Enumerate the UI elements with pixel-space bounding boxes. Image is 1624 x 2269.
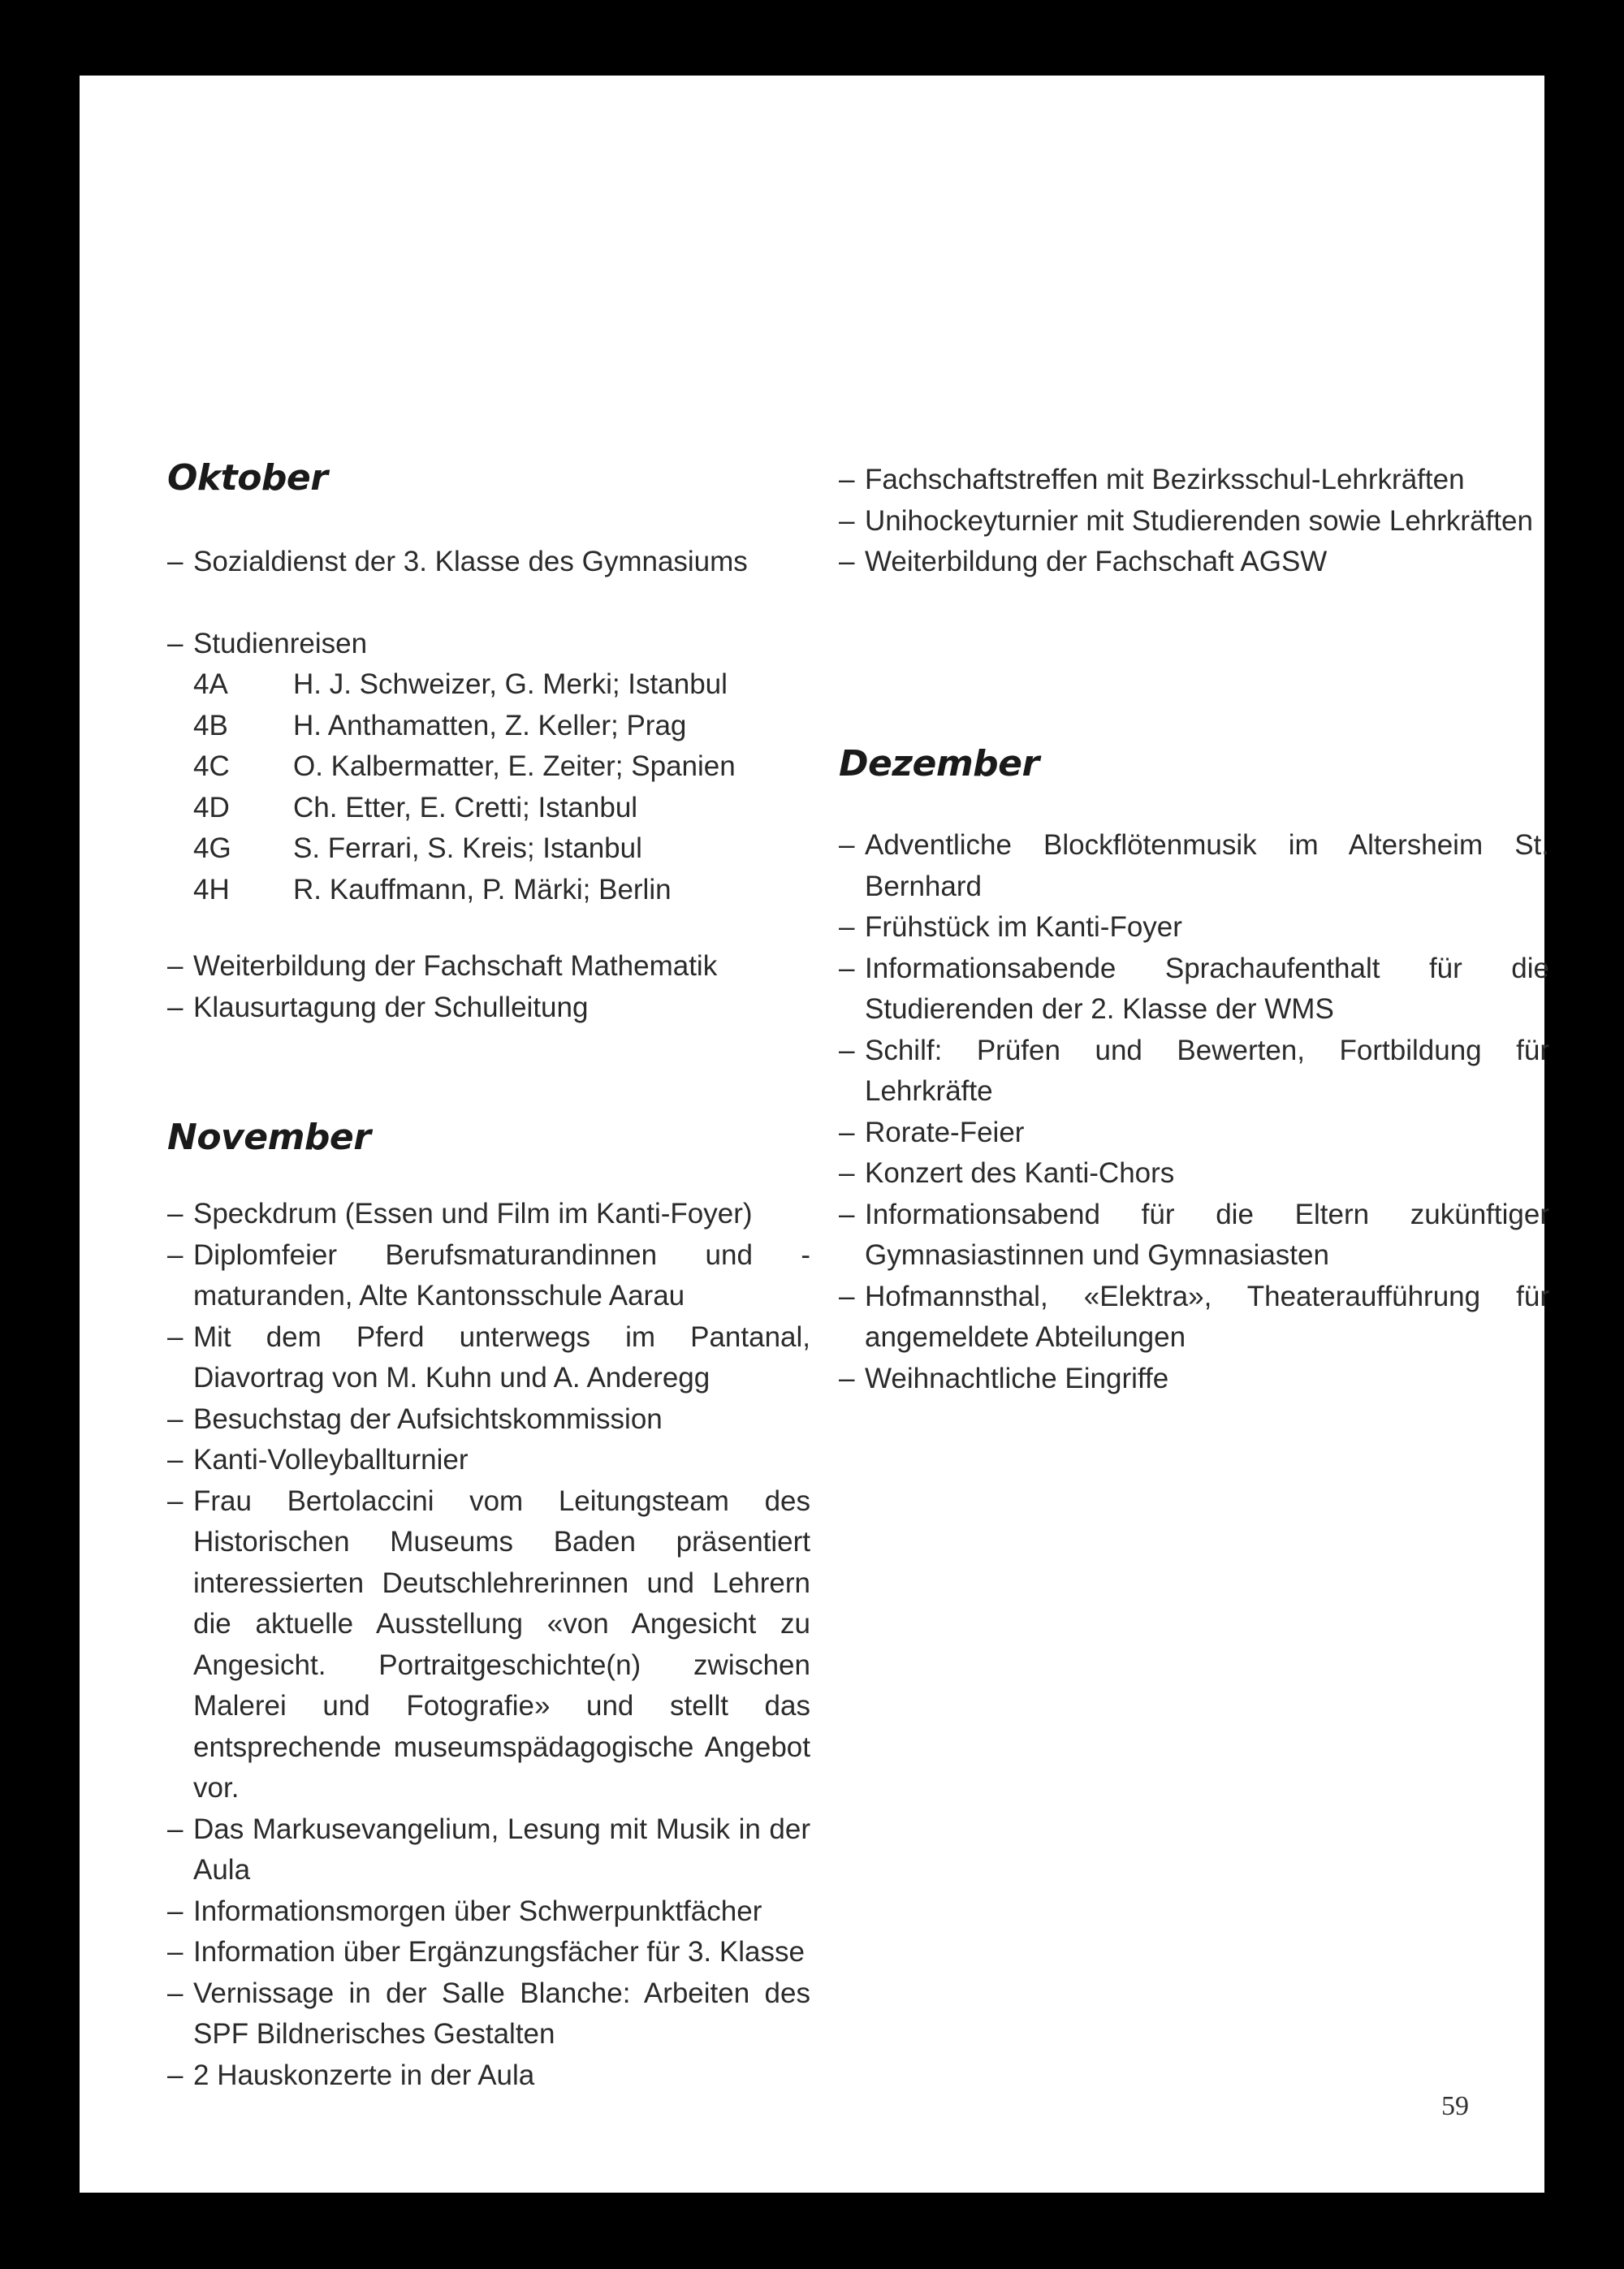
list-item: – Frühstück im Kanti-Foyer: [839, 911, 1182, 943]
list-item: – Informationsabende Sprachaufenthalt für die Studierenden der 2. Klasse der WMS: [839, 952, 1549, 1025]
page-number: 59: [1441, 2091, 1469, 2121]
list-item: – Weiterbildung der Fachschaft Mathematik: [167, 950, 718, 982]
table-row: 4C O. Kalbermatter, E. Zeiter; Spanien: [193, 750, 736, 782]
list-item: – Diplomfeier Berufsmaturandinnen und -maturanden, Alte Kantonsschule Aarau: [167, 1238, 810, 1312]
studienreisen-table: [167, 664, 810, 910]
dezember-list: [839, 825, 1549, 1399]
table-row: 4H R. Kauffmann, P. Märki; Berlin: [193, 873, 672, 905]
table-row: 4D Ch. Etter, E. Cretti; Istanbul: [193, 791, 638, 823]
list-item: – Weihnachtliche Eingriffe: [839, 1362, 1169, 1394]
oktober-list: [167, 542, 810, 583]
list-item: – Adventliche Blockflötenmusik im Altersheim St. Bernhard: [839, 829, 1549, 902]
list-item: – Mit dem Pferd unterwegs im Pantanal, Diavortrag von M. Kuhn und A. Anderegg: [167, 1320, 810, 1394]
studienreisen-list: [167, 624, 810, 665]
list-item: – Klausurtagung der Schulleitung: [167, 991, 589, 1023]
table-row: 4G S. Ferrari, S. Kreis; Istanbul: [193, 832, 642, 864]
list-item: – Weiterbildung der Fachschaft AGSW: [839, 546, 1328, 577]
list-item: – Studienreisen: [167, 628, 368, 659]
heading-dezember: Dezember: [839, 743, 1039, 784]
document-page: [80, 76, 1549, 2193]
table-row: 4A H. J. Schweizer, G. Merki; Istanbul: [193, 668, 728, 700]
list-item: – Rorate-Feier: [839, 1116, 1025, 1148]
heading-oktober: Oktober: [167, 457, 328, 499]
november-list: [167, 1194, 810, 2096]
list-item: – Vernissage in der Salle Blanche: Arbeiten des SPF Bildnerisches Gestalten: [167, 1977, 810, 2050]
heading-november: November: [167, 1117, 371, 1158]
list-item: – Schilf: Prüfen und Bewerten, Fortbildung für Lehrkräfte: [839, 1034, 1549, 1107]
list-item: – Speckdrum (Essen und Film im Kanti-Foyer): [167, 1198, 753, 1230]
list-item: – Information über Ergänzungsfächer für 3. Klasse: [167, 1936, 805, 1968]
list-item: – Unihockeyturnier mit Studierenden sowie Lehrkräften: [839, 504, 1533, 537]
oktober-list-after: [167, 946, 810, 1028]
list-item: – Hofmannsthal, «Elektra», Theateraufführung für angemeldete Abteilungen: [839, 1280, 1549, 1353]
list-item: – Konzert des Kanti-Chors: [839, 1157, 1175, 1189]
list-item: – Informationsabend für die Eltern zukünftiger Gymnasiastinnen und Gymnasiasten: [839, 1198, 1549, 1271]
table-row: 4B H. Anthamatten, Z. Keller; Prag: [193, 709, 687, 741]
november-continued-list: [839, 460, 1549, 583]
list-item: – Fachschaftstreffen mit Bezirksschul-Lehrkräften: [839, 464, 1465, 495]
list-item: – Kanti-Volleyballturnier: [167, 1444, 469, 1476]
list-item: – Besuchstag der Aufsichtskommission: [167, 1402, 663, 1435]
list-item: – Informationsmorgen über Schwerpunktfächer: [167, 1895, 762, 1927]
list-item: – Frau Bertolaccini vom Leitungsteam des Historischen Museums Baden präsentiert interessierten Deutschlehrerinnen und Lehrern die aktuelle Ausstellung «von Angesicht zu Angesicht. Portraitgeschichte(n) zwischen Malerei und Fotografie» und stellt das entsprechende museumspädagogische Angebot vor.: [167, 1485, 810, 1804]
list-item: – 2 Hauskonzerte in der Aula: [167, 2059, 535, 2091]
list-item: – Das Markusevangelium, Lesung mit Musik in der Aula: [167, 1813, 810, 1886]
list-item: – Sozialdienst der 3. Klasse des Gymnasiums: [167, 546, 748, 577]
